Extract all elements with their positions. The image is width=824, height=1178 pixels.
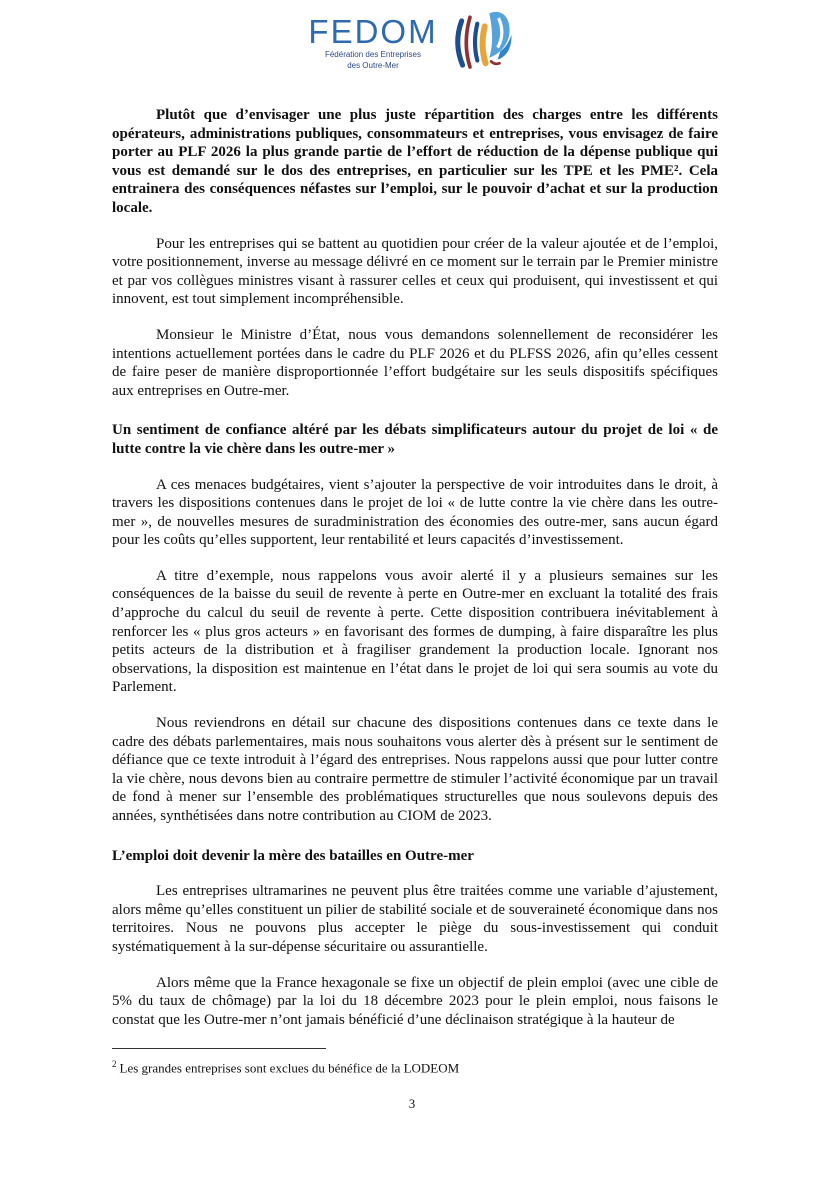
footnote-separator — [112, 1048, 326, 1049]
footnote — [112, 1056, 718, 1076]
paragraph: Alors même que la France hexagonale se fixe un objectif de plein emploi (avec une cible de 5% du taux de chômage) par la loi du 18 décembre 2023 pour le plein emploi, nous faisons le constat que les Outre-mer n’ont jamais bénéficié d’une déclinaison stratégique à la hauteur de — [112, 974, 718, 1028]
logo-tagline-line1: Fédération des Entreprises — [324, 50, 422, 60]
logo-text-block — [308, 15, 437, 71]
page-number: 3 — [408, 1096, 416, 1111]
paragraph: Monsieur le Ministre d’État, nous vous demandons solennellement de reconsidérer les intentions actuellement portées dans le cadre du PLF 2026 et du PLFSS 2026, afin qu’elles cessent de faire peser de manière disproportionnée l’effort budgétaire sur les seuls dispositifs spécifiques aux entreprises en Outre-mer. — [112, 326, 718, 399]
paragraph-intro-bold: Plutôt que d’envisager une plus juste répartition des charges entre les différents opérateurs, administrations publiques, consommateurs et entreprises, vous envisagez de faire porter au PLF 2026 la plus grande partie de l’effort de réduction de la dépense publique qui vous est demandé sur le dos des entreprises, en particulier sur les TPE et les PME². Cela entrainera des conséquences néfastes sur l’emploi, sur le pouvoir d’achat et sur la production locale. — [112, 107, 718, 216]
footnote-text: Les grandes entreprises sont exclues du bénéfice de la LODEOM — [119, 1060, 460, 1076]
footnote-marker: 2 — [112, 1059, 117, 1069]
section-heading-vie-chere: Un sentiment de confiance altéré par les débats simplificateurs autour du projet de loi « de lutte contre la vie chère dans les outre-mer » — [112, 422, 718, 457]
paragraph: Nous reviendrons en détail sur chacune des dispositions contenues dans ce texte dans le cadre des débats parlementaires, mais nous souhaitons vous alerter dès à présent sur le sentiment de défiance que ce texte introduit à l’égard des entreprises. Nous rappelons aussi que pour lutter contre la vie chère, nous devons bien au contraire permettre de stimuler l’activité économique par un travail de fond à mener sur l’ensemble des problématiques structurelles que nous soulevons depuis des années, synthétisées dans notre contribution au CIOM de 2023. — [112, 715, 718, 824]
paragraph: Pour les entreprises qui se battent au quotidien pour créer de la valeur ajoutée et de l’emploi, votre positionnement, inverse au message délivré en ce moment sur le terrain par le Premier ministre et par vos collègues ministres visant à rassurer celles et ceux qui produisent, qui investissent et qui innovent, est tout simplement incompréhensible. — [112, 235, 718, 308]
logo-tagline — [325, 50, 421, 71]
letter-body — [112, 106, 718, 1029]
paragraph: A ces menaces budgétaires, vient s’ajouter la perspective de voir introduites dans le droit, à travers les dispositions contenues dans le projet de loi « de lutte contre la vie chère dans les outre-mer », de nouvelles mesures de suradministration des économies des outre-mer, sans aucun égard pour les coûts qu’elles supportent, leur rentabilité et leurs capacités d’investissement. — [112, 476, 718, 549]
fedom-logo — [0, 0, 824, 78]
fedom-emblem-icon — [446, 8, 516, 78]
section-heading-emploi: L’emploi doit devenir la mère des batailles en Outre-mer — [112, 847, 474, 864]
paragraph: Les entreprises ultramarines ne peuvent plus être traitées comme une variable d’ajustement, alors même qu’elles constituent un pilier de stabilité sociale et de souveraineté économique dans nos territoires. Nous ne pouvons plus accepter le piège du sous-investissement qui conduit systématiquement à la sur-dépense sécuritaire ou assurantielle. — [112, 883, 718, 955]
logo-tagline-line2: des Outre-Mer — [347, 60, 399, 70]
logo-wordmark: FEDOM — [308, 13, 438, 51]
paragraph: A titre d’exemple, nous rappelons vous avoir alerté il y a plusieurs semaines sur les conséquences de la baisse du seuil de revente à perte en Outre-mer en excluant la totalité des frais d’approche du calcul du seuil de revente à perte. Cette disposition contribuera inévitablement à renforcer les « plus gros acteurs » en favorisant des formes de dumping, à faire disparaître les plus petits acteurs de la distribution et à fragiliser grandement la production locale. Ignorant nos observations, la disposition est maintenue en l’état dans le projet de loi qui sera soumis au vote du Parlement. — [112, 567, 718, 696]
